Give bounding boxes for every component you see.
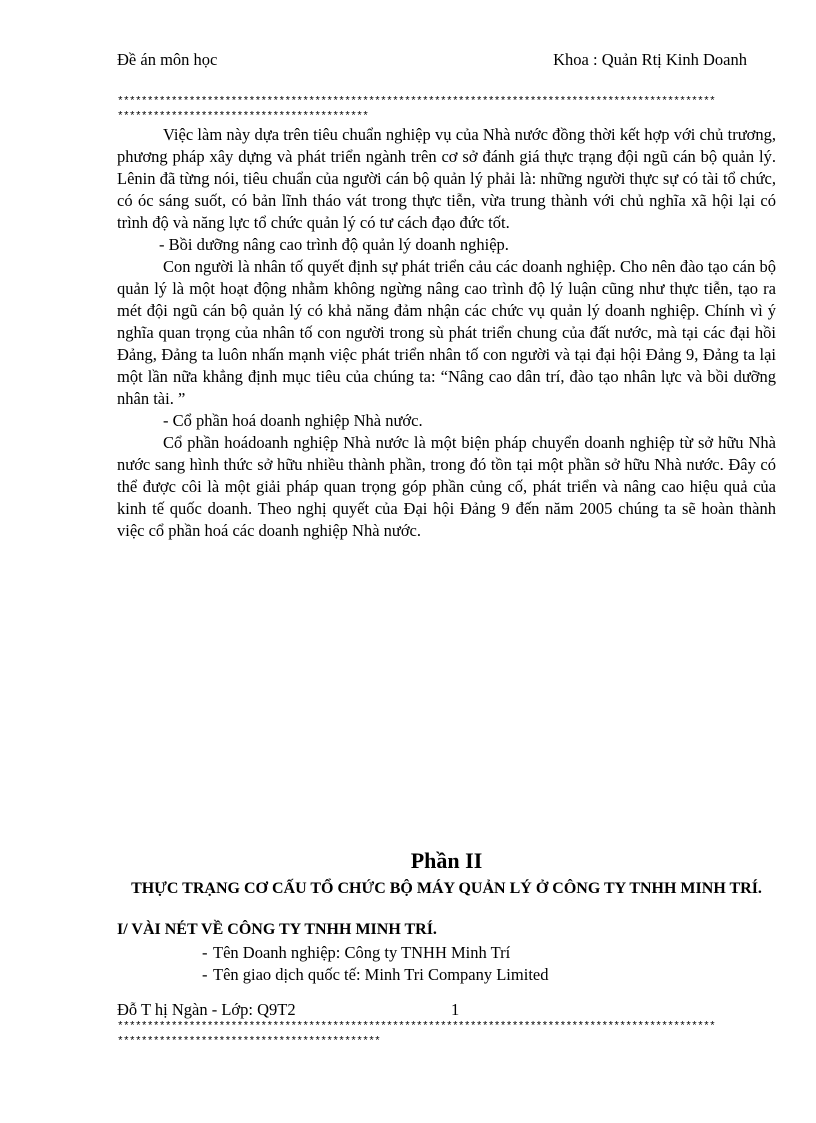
paragraph-2: Con người là nhân tố quyết định sự phát triển cảu các doanh nghiệp. Cho nên đào tạo cán bộ quản lý là một hoạt động nhằm không ngừng nâng cao trình độ lý luận cũng như thực tiễn, tạo ra mét đội ngũ cán bộ quản lý có khả năng đảm nhận các chức vụ quản lý doanh nghiệp. Chính vì ý nghĩa quan trọng của nhân tố con người trong sù phát triển chung của đất nước, mà tại các đại hồi Đảng, Đảng ta luôn nhấn mạnh việc phát triển nhân tố con người và tại đại hội Đảng 9, Đảng ta lại một lần nữa khẳng định mục tiêu của chúng ta: “Nâng cao dân trí, đào tạo nhân lực và bồi dưỡng nhân tài. ” xyxy=(117,257,776,408)
separator-top-line-1: **************************************************************************************************** xyxy=(117,96,716,108)
section-subtitle: THỰC TRẠNG CƠ CẤU TỔ CHỨC BỘ MÁY QUẢN LÝ Ở CÔNG TY TNHH MINH TRÍ. xyxy=(131,880,762,897)
company-name: Tên Doanh nghiệp: Công ty TNHH Minh Trí xyxy=(213,943,511,962)
list-item xyxy=(117,942,548,964)
bullet-dash: - xyxy=(202,965,208,984)
bullet-dash: - xyxy=(202,943,208,962)
list-item-training: - Bồi dưỡng nâng cao trình độ quản lý doanh nghiệp. xyxy=(159,235,509,254)
separator-top-line-2: ****************************************** xyxy=(117,111,369,123)
separator-bottom-line-1: **************************************************************************************************** xyxy=(117,1021,716,1033)
separator-bottom-line-2: ******************************************** xyxy=(117,1036,381,1048)
paragraph-1: Việc làm này dựa trên tiêu chuẩn nghiệp vụ của Nhà nước đồng thời kết hợp với chủ trương, phương pháp xây dựng và phát triển ngành trên cơ sở đánh giá thực trạng đội ngũ cán bộ quản lý. Lênin đã từng nói, tiêu chuẩn của người cán bộ quản lý phải là: những người thực sự có tài tổ chức, có óc sáng suốt, có bản lĩnh tháo vát trong thực tiễn, vừa trung thành với chủ nghĩa xã hội lại có trình độ và năng lực tổ chức quản lý có tư cách đạo đức tốt. xyxy=(117,125,776,232)
section-heading: I/ VÀI NÉT VỀ CÔNG TY TNHH MINH TRÍ. xyxy=(117,921,437,938)
page-header xyxy=(117,50,757,72)
list-item xyxy=(117,964,548,986)
header-faculty: Khoa : Quản Rtị Kinh Doanh xyxy=(553,50,747,69)
list-item-equitization: - Cổ phần hoá doanh nghiệp Nhà nước. xyxy=(163,411,423,430)
company-info-list xyxy=(117,942,548,986)
body-text xyxy=(117,124,776,542)
page-number: 1 xyxy=(451,1000,460,1019)
footer-author: Đỗ T hị Ngàn - Lớp: Q9T2 xyxy=(117,1000,296,1019)
section-title: Phần II xyxy=(410,848,483,873)
paragraph-3: Cổ phần hoádoanh nghiệp Nhà nước là một biện pháp chuyển doanh nghiệp từ sở hữu Nhà nước sang hình thức sở hữu nhiều thành phần, trong đó tồn tại một phần sở hữu Nhà nước. Đây có thể được côi là một giải pháp quan trọng góp phần củng cố, phát triển và nâng cao hiệu quả của kinh tế quốc doanh. Theo nghị quyết của Đại hội Đảng 9 đến năm 2005 chúng ta sẽ hoàn thành việc cổ phần hoá các doanh nghiệp Nhà nước. xyxy=(117,433,776,540)
company-international-name: Tên giao dịch quốc tế: Minh Tri Company Limited xyxy=(213,965,549,984)
header-course-title: Đề án môn học xyxy=(117,50,218,69)
